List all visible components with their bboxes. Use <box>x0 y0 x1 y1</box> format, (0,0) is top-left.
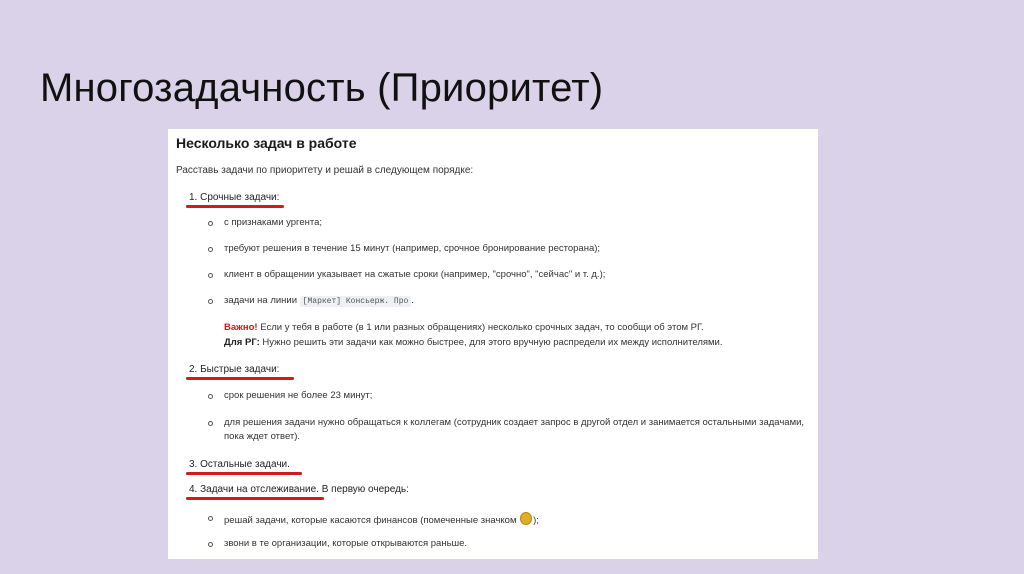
list-item-line <box>224 295 414 306</box>
document-title: Несколько задач в работе <box>176 135 357 151</box>
section4-heading: 4. Задачи на отслеживание. <box>189 484 319 495</box>
rg-text: Нужно решить эти задачи как можно быстрее, для этого вручную распредели их между исполнителями. <box>262 337 723 348</box>
section-heading-urgent: 1. Срочные задачи: <box>189 192 280 203</box>
coin-bag-icon <box>520 512 532 525</box>
bullet-dot <box>208 221 213 226</box>
red-underline <box>186 205 284 208</box>
bullet-dot <box>208 516 213 521</box>
finance-suffix: ); <box>533 515 539 526</box>
important-text: Если у тебя в работе (в 1 или разных обращениях) несколько срочных задач, то сообщи об этом РГ. <box>260 322 704 333</box>
list-item: для решения задачи нужно обращаться к коллегам (сотрудник создает запрос в другой отдел и занимается остальными задачами, пока ждет ответ). <box>224 417 805 442</box>
section4-heading-suffix: В первую очередь: <box>321 484 409 495</box>
red-underline <box>186 472 302 475</box>
bullet-dot <box>208 542 213 547</box>
bullet-dot <box>208 273 213 278</box>
intro-text: Расставь задачи по приоритету и решай в следующем порядке: <box>176 165 474 176</box>
line-prefix: задачи на линии <box>224 295 298 306</box>
bullet-dot <box>208 421 213 426</box>
bullet-dot <box>208 394 213 399</box>
important-label: Важно! <box>224 322 258 333</box>
red-underline <box>186 497 324 500</box>
line-suffix: . <box>411 295 414 306</box>
bullet-dot <box>208 247 213 252</box>
line-code: [Маркет] Консьерж. Про <box>300 296 412 307</box>
list-item: звони в те организации, которые открываются раньше. <box>224 538 468 549</box>
important-note <box>224 322 704 333</box>
finance-prefix: решай задачи, которые касаются финансов (помеченные значком <box>224 515 517 526</box>
list-item: срок решения не более 23 минут; <box>224 390 373 401</box>
section-heading-fast: 2. Быстрые задачи: <box>189 364 280 375</box>
list-item: с признаками ургента; <box>224 217 323 228</box>
list-item-finance <box>224 512 539 526</box>
list-item: требуют решения в течение 15 минут (например, срочное бронирование ресторана); <box>224 243 601 254</box>
document-screenshot <box>168 129 818 559</box>
rg-note <box>224 337 723 348</box>
bullet-dot <box>208 299 213 304</box>
section-heading-tracking <box>189 484 409 495</box>
list-item: клиент в обращении указывает на сжатые сроки (например, "срочно", "сейчас" и т. д.); <box>224 269 606 280</box>
slide-title: Многозадачность (Приоритет) <box>40 66 604 110</box>
rg-label: Для РГ: <box>224 337 260 348</box>
section-heading-other: 3. Остальные задачи. <box>189 459 290 470</box>
red-underline <box>186 377 294 380</box>
